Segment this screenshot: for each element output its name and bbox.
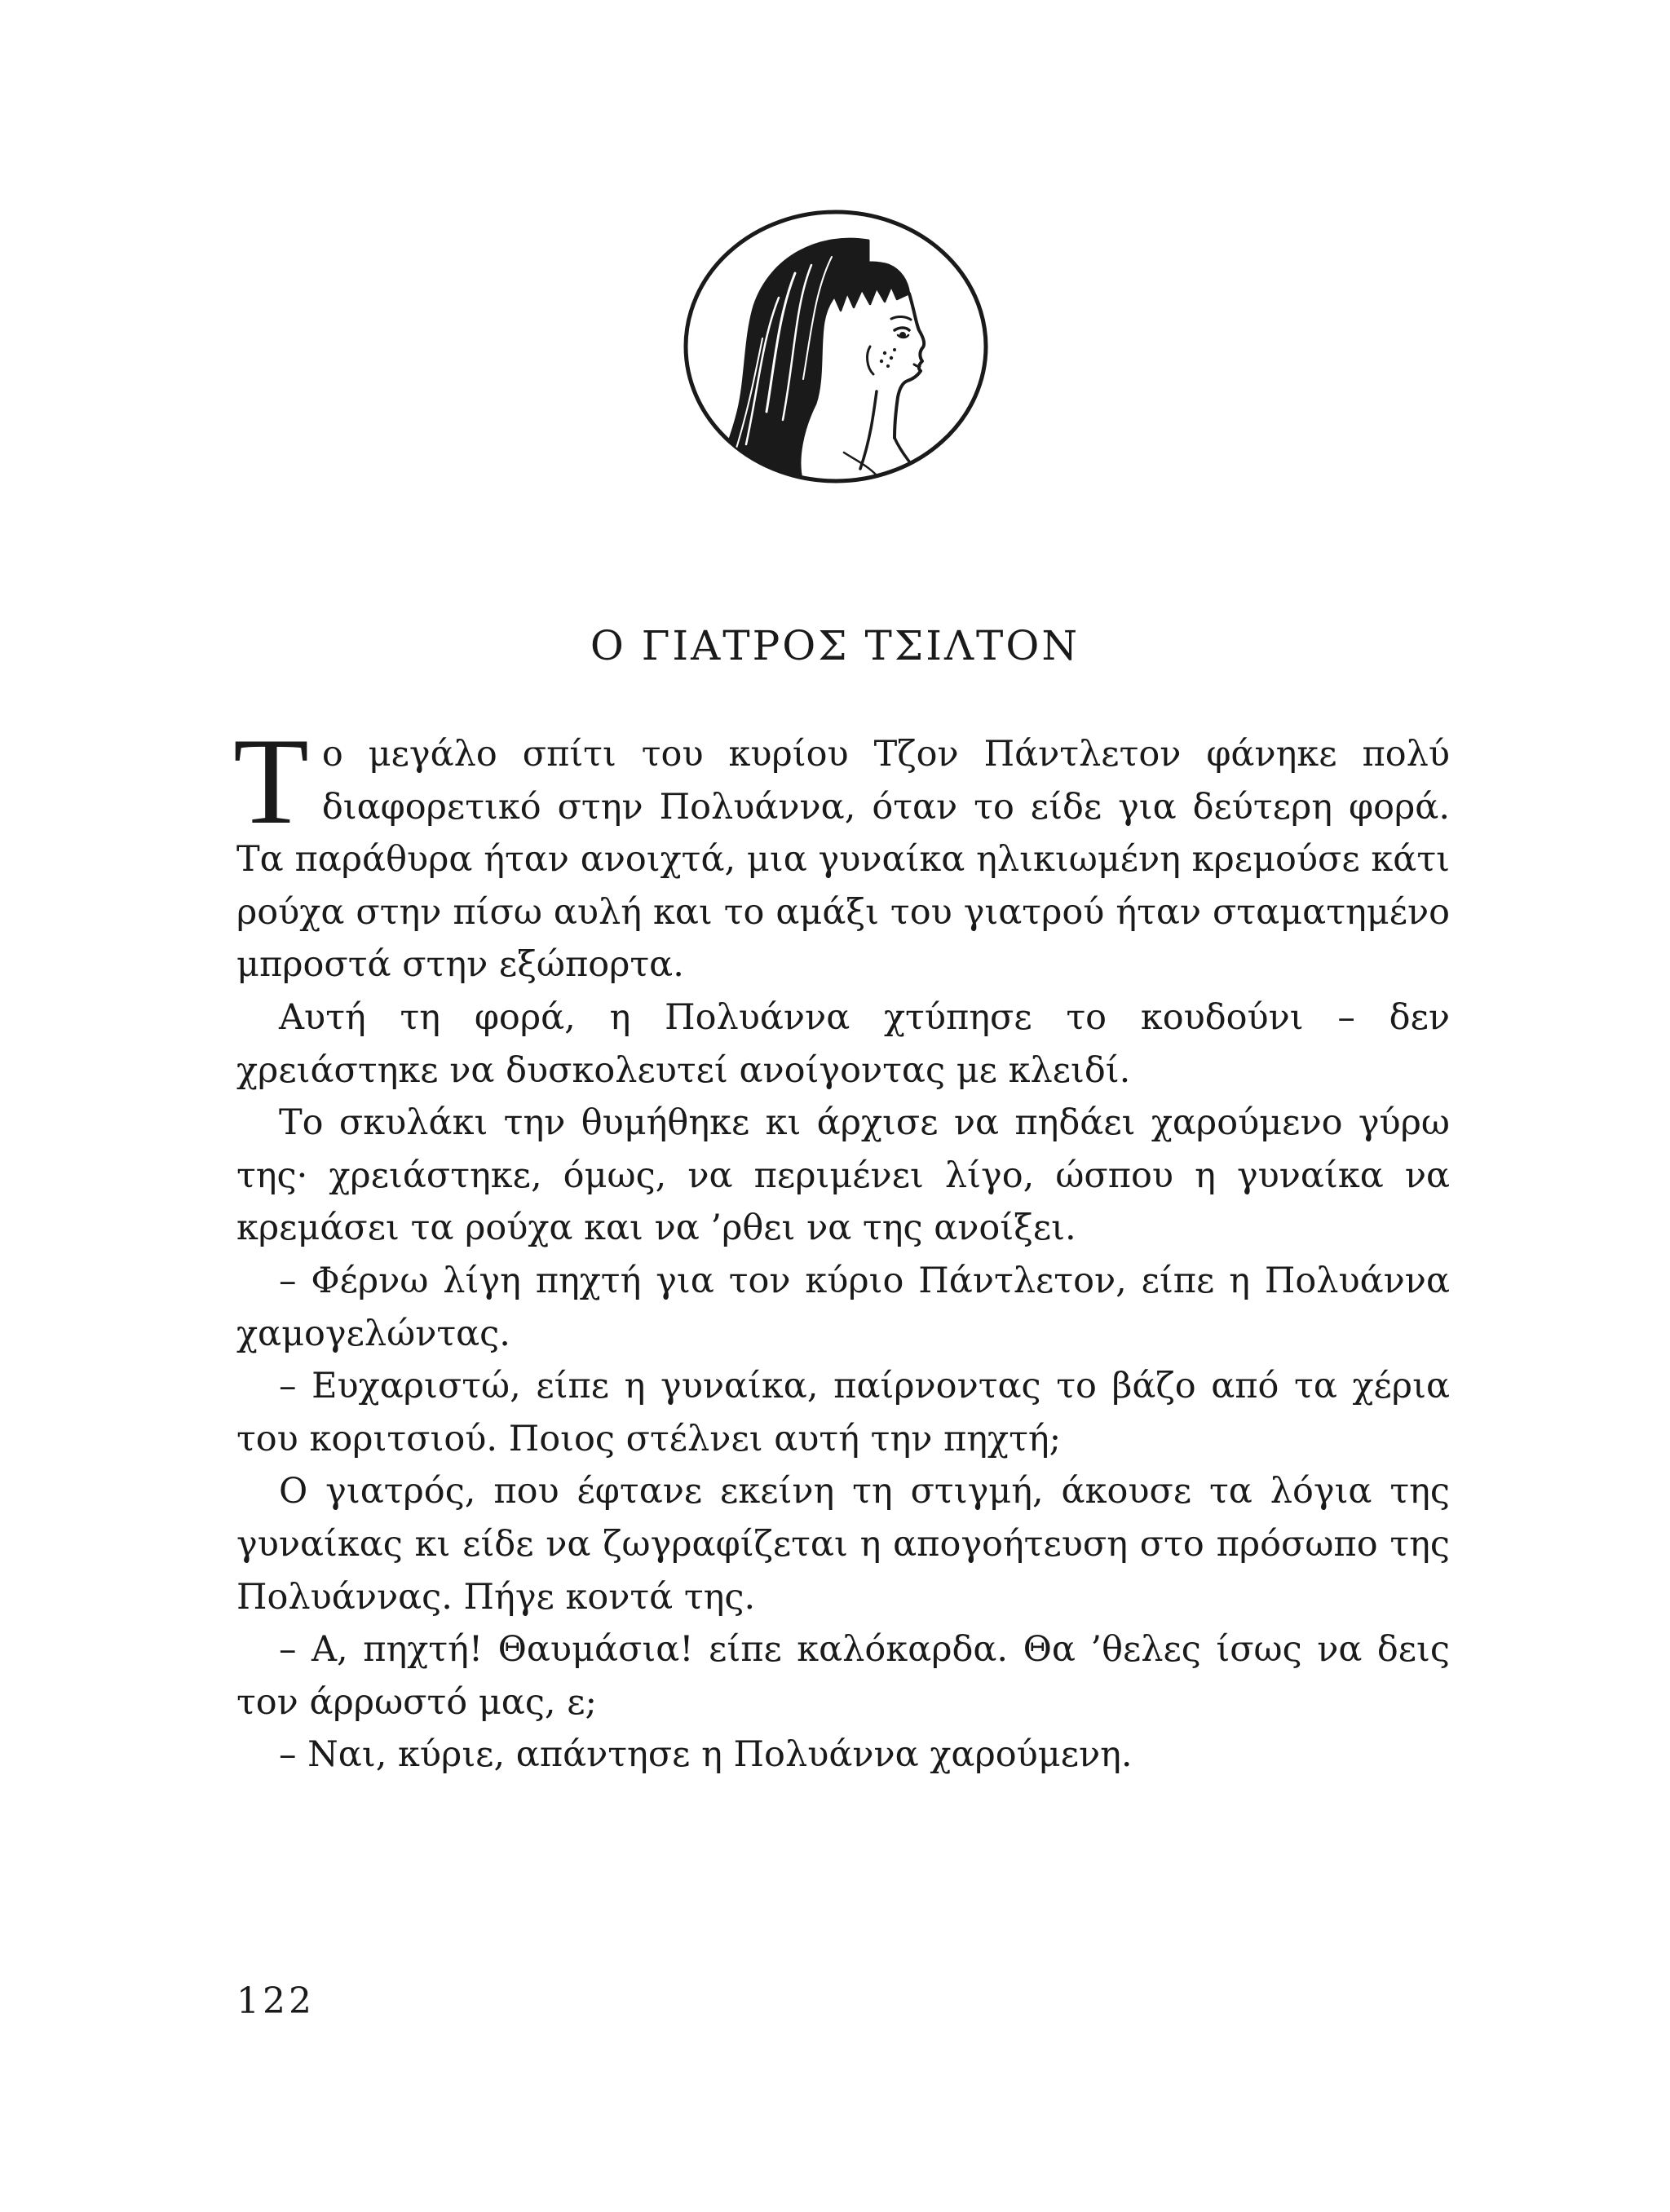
paragraph-5: – Ευχαριστώ, είπε η γυναίκα, παίρνοντας το βάζο από τα χέρια του κοριτσιού. Ποιος στέλνει αυτή την πηχτή;	[236, 1366, 1450, 1459]
page-number: 122	[236, 1980, 315, 2022]
paragraph-1-text: ο μεγάλο σπίτι του κυρίου Τζον Πάντλετον φάνηκε πολύ διαφορετικό στην Πολυάννα, όταν το είδε για δεύτερη φορά. Τα παράθυρα ήταν ανοιχτά, μια γυναίκα ηλικιωμένη κρεμούσε κάτι ρούχα στην πίσω αυλή και το αμάξι του γιατρού ήταν σταματημένο μπροστά στην εξώπορτα.	[236, 734, 1450, 986]
paragraph-6: Ο γιατρός, που έφτανε εκείνη τη στιγμή, άκουσε τα λόγια της γυναίκας κι είδε να ζωγραφίζεται η απογοήτευση στο πρόσωπο της Πολυάννας. Πήγε κοντά της.	[236, 1471, 1450, 1618]
chapter-text	[233, 713, 1450, 1782]
paragraph-3: Το σκυλάκι την θυμήθηκε κι άρχισε να πηδάει χαρούμενο γύρω της· χρειάστηκε, όμως, να περιμένει λίγο, ώσπου η γυναίκα να κρεμάσει τα ρούχα και να ’ρθει να της ανοίξει.	[236, 1102, 1450, 1249]
paragraph-8: – Ναι, κύριε, απάντησε η Πολυάννα χαρούμενη.	[279, 1734, 1133, 1776]
paragraph-1	[233, 713, 1450, 991]
chapter-title: Ο ΓΙΑΤΡΟΣ ΤΣΙΛΤΟΝ	[590, 622, 1080, 669]
paragraph-2: Αυτή τη φορά, η Πολυάννα χτύπησε το κουδούνι – δεν χρειάστηκε να δυσκολευτεί ανοίγοντας με κλειδί.	[236, 996, 1450, 1091]
paragraph-7: – Α, πηχτή! Θαυμάσια! είπε καλόκαρδα. Θα ’θελες ίσως να δεις τον άρρωστό μας, ε;	[236, 1629, 1450, 1723]
girl-portrait-icon	[681, 208, 991, 485]
drop-cap: Τ	[233, 713, 309, 850]
paragraph-4: – Φέρνω λίγη πηχτή για τον κύριο Πάντλετον, είπε η Πολυάννα χαμογελώντας.	[236, 1260, 1450, 1354]
